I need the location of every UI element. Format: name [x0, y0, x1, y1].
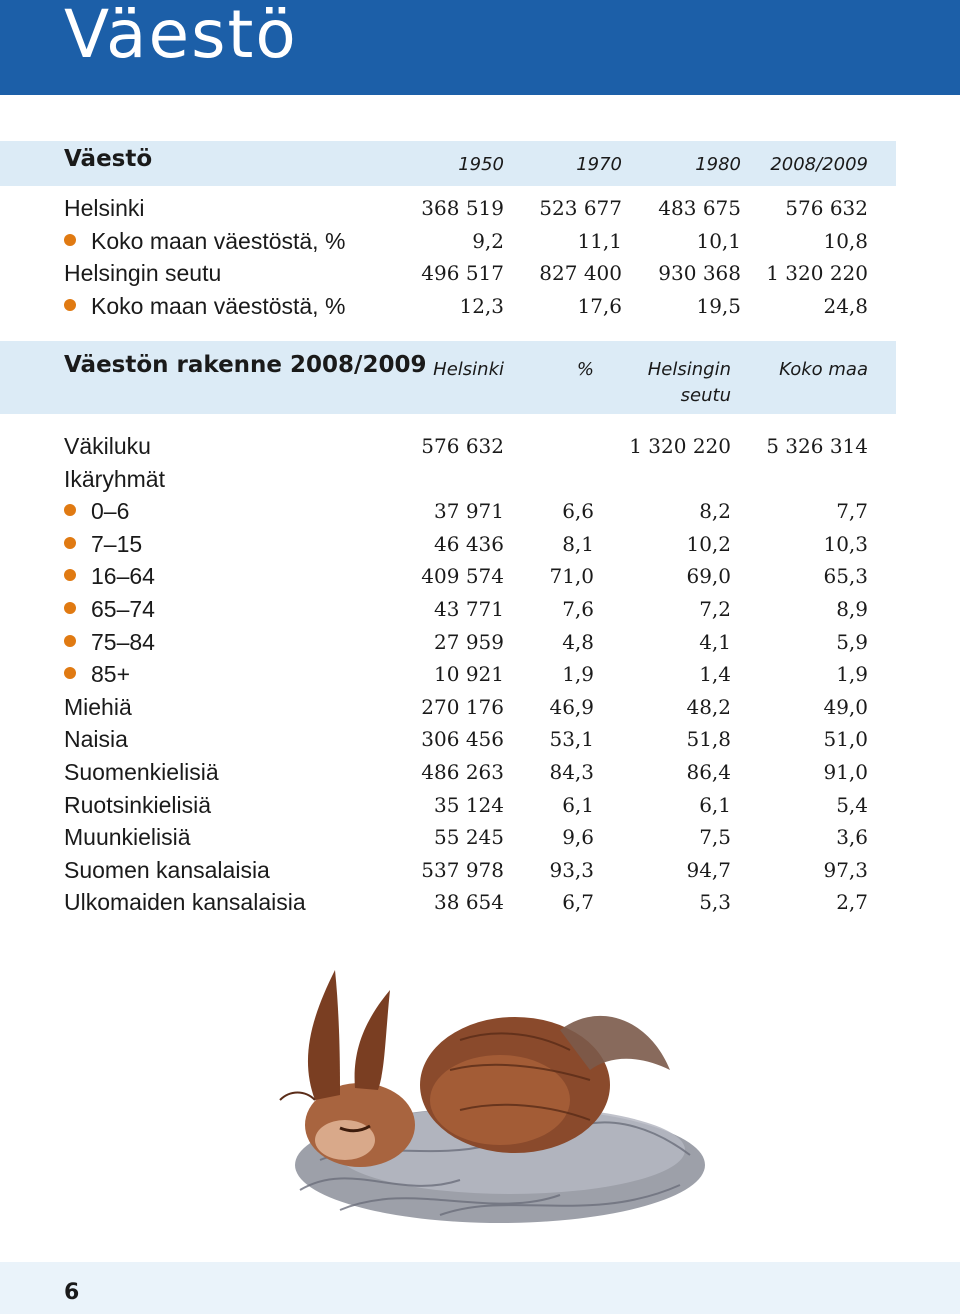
title-banner [0, 0, 960, 95]
table-row [0, 463, 960, 495]
cell-value: 483 675 [658, 196, 741, 220]
col-header-1950: 1950 [458, 154, 504, 175]
footer-band [0, 1262, 960, 1314]
cell-value: 1,9 [562, 662, 594, 687]
cell-value: 51,8 [686, 727, 731, 752]
cell-value: 35 124 [434, 792, 504, 817]
cell-value: 97,3 [823, 857, 868, 882]
cell-value: 94,7 [686, 857, 731, 882]
table-row [0, 821, 960, 853]
cell-value: 523 677 [539, 196, 622, 220]
row-label: Väkiluku [64, 433, 151, 459]
section-title-population: Väestö [64, 146, 153, 172]
row-label: Ikäryhmät [64, 465, 165, 492]
cell-value: 11,1 [577, 228, 622, 253]
cell-value: 49,0 [823, 694, 868, 719]
table-row [0, 528, 960, 560]
row-label: 16–64 [91, 563, 155, 590]
cell-value: 1 320 220 [629, 434, 731, 458]
table-row [0, 192, 960, 224]
col-header-seutu: seutu [680, 385, 731, 406]
cell-value: 10,2 [686, 531, 731, 556]
row-label: Helsinki [64, 195, 145, 221]
table-row [0, 257, 960, 289]
cell-value: 10,3 [823, 531, 868, 556]
cell-value: 270 176 [421, 694, 504, 719]
row-label: 85+ [91, 661, 131, 688]
cell-value: 3,6 [836, 825, 868, 850]
row-label: Ruotsinkielisiä [64, 791, 212, 818]
cell-value: 5,9 [836, 629, 868, 654]
table-row [0, 290, 960, 322]
row-label: Suomen kansalaisia [64, 856, 270, 883]
cell-value: 368 519 [421, 196, 504, 220]
cell-value: 576 632 [421, 434, 504, 458]
cell-value: 48,2 [686, 694, 731, 719]
cell-value: 496 517 [421, 261, 504, 285]
cell-value: 6,1 [562, 792, 594, 817]
table-row [0, 430, 960, 462]
row-label: 65–74 [91, 596, 155, 622]
row-label: Koko maan väestöstä, % [91, 292, 346, 319]
table-row [0, 691, 960, 723]
cell-value: 91,0 [823, 760, 868, 784]
row-label: Naisia [64, 726, 128, 753]
cell-value: 9,2 [472, 228, 504, 253]
cell-value: 6,7 [562, 890, 594, 915]
cell-value: 5,4 [836, 792, 868, 817]
row-label: 0–6 [91, 498, 130, 525]
col-header-helsinki: Helsinki [433, 359, 504, 380]
cell-value: 37 971 [434, 499, 504, 524]
cell-value: 6,6 [562, 499, 594, 524]
cell-value: 17,6 [577, 293, 622, 318]
col-header-1980: 1980 [695, 154, 741, 175]
table-row [0, 225, 960, 257]
cell-value: 6,1 [699, 792, 731, 817]
cell-value: 1 320 220 [766, 261, 868, 285]
cell-value: 38 654 [434, 890, 504, 915]
cell-value: 7,5 [699, 825, 731, 850]
bullet-icon [64, 635, 76, 647]
cell-value: 65,3 [823, 564, 868, 589]
table-row [0, 886, 960, 918]
cell-value: 486 263 [421, 760, 504, 784]
cell-value: 10 921 [434, 662, 504, 687]
col-header-helsingin: Helsingin [647, 359, 731, 380]
cell-value: 27 959 [434, 629, 504, 654]
cell-value: 69,0 [686, 564, 731, 589]
page-number: 6 [64, 1280, 80, 1305]
cell-value: 8,1 [562, 531, 594, 556]
cell-value: 53,1 [549, 727, 594, 752]
cell-value: 1,9 [836, 662, 868, 687]
table-row [0, 723, 960, 755]
cell-value: 12,3 [459, 293, 504, 318]
cell-value: 84,3 [549, 760, 594, 784]
bullet-icon [64, 299, 76, 311]
row-label: Koko maan väestöstä, % [91, 227, 346, 254]
row-label: 7–15 [91, 530, 143, 557]
table-row [0, 593, 960, 625]
cell-value: 9,6 [562, 825, 594, 850]
cell-value: 10,1 [696, 228, 741, 253]
table-row [0, 756, 960, 788]
row-label: Helsingin seutu [64, 260, 222, 286]
section-title-structure: Väestön rakenne 2008/2009 [64, 352, 427, 378]
cell-value: 93,3 [549, 857, 594, 882]
bullet-icon [64, 569, 76, 581]
cell-value: 7,2 [699, 597, 731, 621]
row-label: Ulkomaiden kansalaisia [64, 889, 306, 916]
cell-value: 51,0 [823, 727, 868, 752]
col-header-2008-2009: 2008/2009 [770, 154, 868, 175]
cell-value: 537 978 [421, 857, 504, 882]
cell-value: 10,8 [823, 228, 868, 253]
cell-value: 46 436 [434, 531, 504, 556]
cell-value: 306 456 [421, 727, 504, 752]
cell-value: 827 400 [539, 261, 622, 285]
table-row [0, 658, 960, 690]
row-label: 75–84 [91, 628, 155, 655]
bullet-icon [64, 537, 76, 549]
table-row [0, 495, 960, 527]
cell-value: 5,3 [699, 890, 731, 915]
cell-value: 7,6 [562, 597, 594, 621]
cell-value: 1,4 [699, 662, 731, 687]
cell-value: 576 632 [785, 196, 868, 220]
table-row [0, 789, 960, 821]
page-title: Väestö [64, 0, 298, 73]
bullet-icon [64, 667, 76, 679]
cell-value: 8,2 [699, 499, 731, 524]
row-label: Muunkielisiä [64, 824, 191, 851]
bullet-icon [64, 234, 76, 246]
cell-value: 86,4 [686, 760, 731, 784]
cell-value: 46,9 [549, 694, 594, 719]
table-row [0, 626, 960, 658]
cell-value: 24,8 [823, 293, 868, 318]
bullet-icon [64, 602, 76, 614]
squirrel-illustration [260, 960, 720, 1250]
row-label: Suomenkielisiä [64, 759, 219, 785]
table-row [0, 560, 960, 592]
cell-value: 5 326 314 [766, 434, 868, 458]
cell-value: 409 574 [421, 564, 504, 589]
table-row [0, 854, 960, 886]
cell-value: 2,7 [836, 890, 868, 915]
cell-value: 71,0 [549, 564, 594, 589]
col-header-1970: 1970 [576, 154, 622, 175]
cell-value: 55 245 [434, 825, 504, 850]
bullet-icon [64, 504, 76, 516]
cell-value: 930 368 [658, 261, 741, 285]
cell-value: 43 771 [434, 597, 504, 621]
cell-value: 19,5 [696, 293, 741, 318]
col-header-koko-maa: Koko maa [779, 359, 868, 380]
col-header-percent: % [576, 359, 594, 380]
cell-value: 4,1 [699, 629, 731, 654]
row-label: Miehiä [64, 693, 132, 720]
cell-value: 7,7 [836, 499, 868, 524]
cell-value: 8,9 [836, 597, 868, 621]
cell-value: 4,8 [562, 629, 594, 654]
